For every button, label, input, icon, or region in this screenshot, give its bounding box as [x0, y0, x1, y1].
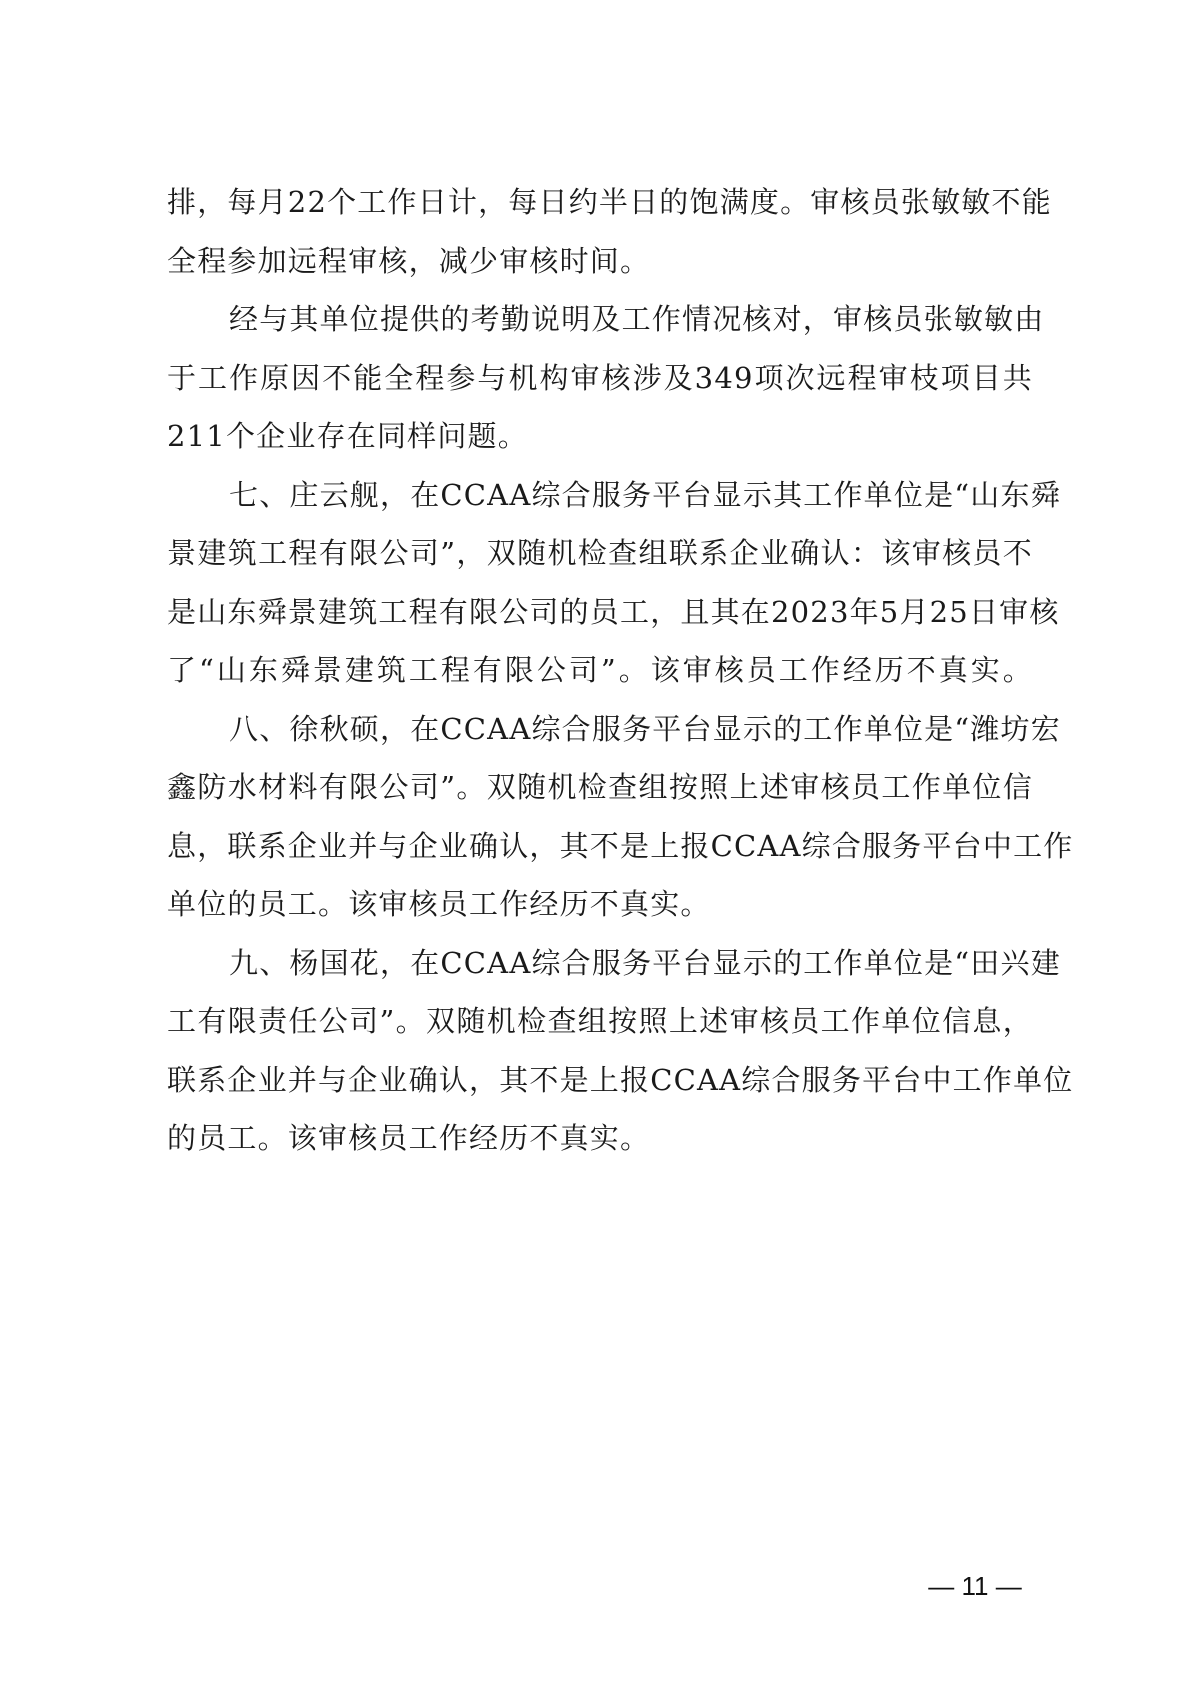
text-line: 八、徐秋硕，在CCAA综合服务平台显示的工作单位是“潍坊宏: [229, 711, 1061, 746]
text-line: 工有限责任公司”。双随机检查组按照上述审核员工作单位信息，: [167, 1004, 1033, 1038]
text-line: 全程参加远程审核，减少审核时间。: [167, 243, 651, 278]
text-line: 联系企业并与企业确认，其不是上报CCAA综合服务平台中工作单位: [167, 1062, 1074, 1097]
text-line: 鑫防水材料有限公司”。双随机检查组按照上述审核员工作单位信: [167, 770, 1033, 804]
paragraph-item-7: [167, 466, 1061, 700]
text-line: 排，每月22个工作日计，每日约半日的饱满度。审核员张敏敏不能: [167, 185, 1052, 219]
paragraph-attendance-check: [167, 290, 1045, 466]
text-line: 景建筑工程有限公司”，双随机检查组联系企业确认：该审核员不: [167, 536, 1033, 570]
text-line: 于工作原因不能全程参与机构审核涉及349项次远程审枝项目共: [167, 360, 1033, 395]
text-line: 的员工。该审核员工作经历不真实。: [167, 1121, 651, 1155]
text-line: 九、杨国花，在CCAA综合服务平台显示的工作单位是“田兴建: [229, 945, 1061, 980]
text-line: 是山东舜景建筑工程有限公司的员工，且其在2023年5月25日审核: [167, 594, 1060, 629]
text-line: 经与其单位提供的考勤说明及工作情况核对，审核员张敏敏由: [229, 302, 1045, 336]
page-number: — 11 —: [928, 1571, 1022, 1601]
text-line: 七、庄云舰，在CCAA综合服务平台显示其工作单位是“山东舜: [229, 477, 1061, 512]
text-line: 息，联系企业并与企业确认，其不是上报CCAA综合服务平台中工作: [167, 828, 1074, 863]
body-text: [167, 173, 1074, 1168]
text-line: 211个企业存在同样问题。: [167, 419, 528, 453]
text-line: 了“山东舜景建筑工程有限公司”。该审核员工作经历不真实。: [167, 653, 1033, 687]
paragraph-item-8: [167, 700, 1074, 934]
paragraph-continuation: [167, 173, 1052, 290]
paragraph-item-9: [167, 934, 1074, 1168]
text-line: 单位的员工。该审核员工作经历不真实。: [167, 887, 711, 921]
